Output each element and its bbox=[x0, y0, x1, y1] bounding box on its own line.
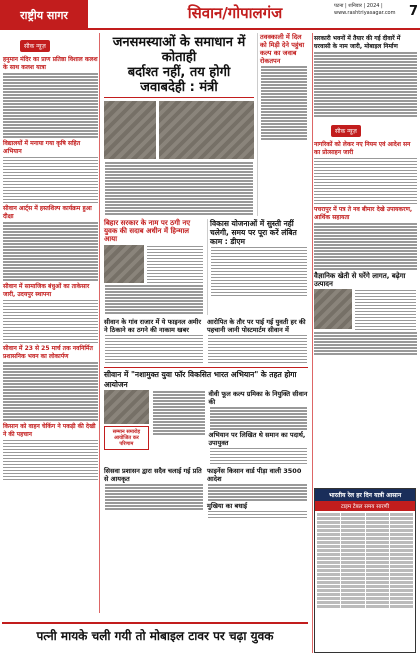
newspaper-brand: राष्ट्रीय सागर bbox=[0, 0, 88, 30]
story-headline[interactable]: सिसवा प्रशासन द्वारा सदैव चलाई गई प्रति से आयकृत bbox=[104, 467, 202, 483]
railway-advertisement[interactable] bbox=[314, 488, 416, 653]
bottom-story bbox=[2, 622, 308, 654]
left-story-headline[interactable]: सीवान आर्ट्स में हस्तशिल्प कार्यक्रम हुआ दीक्षा bbox=[3, 205, 92, 220]
story-body-text bbox=[3, 222, 98, 281]
section-label: सीक न्यूज़ bbox=[331, 125, 361, 137]
lead-headline-line-1: जनसमस्याओं के समाधान में कोताही bbox=[112, 35, 246, 65]
story-body bbox=[210, 448, 308, 465]
story-photo bbox=[104, 390, 149, 424]
story-headline-cyber-fraud[interactable]: बिहार सरकार के नाम पर ठगी नए युवक की सदाब अधीन में हिन्माल आया bbox=[104, 218, 191, 243]
story-headline[interactable]: आरोपित के तौर पर पाई गई युवती हर की पहचानी जानी पोस्टमार्टम सीवान में bbox=[207, 317, 306, 334]
left-story-headline[interactable]: विद्यालयों में मनाया गया कृषि सहित अभियान bbox=[3, 139, 81, 155]
left-column bbox=[2, 33, 100, 613]
story-headline[interactable]: वीवी फूल कल्प ग्रमिका के नियुक्ति सीवान की bbox=[208, 390, 308, 406]
story-headline[interactable]: मुखिया का बधाई bbox=[207, 501, 248, 510]
story-body bbox=[105, 285, 203, 314]
story-body bbox=[314, 223, 417, 270]
masthead-meta: पटना | शनिवार | 2024 | www.rashtriyasagar.com bbox=[334, 3, 396, 16]
right-story-headline[interactable]: नागरिकों को लेकर नए नियम एवं आदेश सन का प्रोत्साहन जारी bbox=[314, 140, 411, 156]
lead-photo-minister bbox=[104, 101, 156, 159]
left-story-headline[interactable]: किसान को वाहन चेकिंग ने पकड़ी की देखी ने की पहचान bbox=[3, 422, 96, 438]
story-body bbox=[208, 511, 307, 519]
lead-photo-meeting bbox=[159, 101, 254, 159]
story-headline-dm-review[interactable]: विकास योजनाओं में सुस्ती नहीं चलेगी, समय पर पूरा करें लंबित काम : डीएम bbox=[210, 218, 297, 246]
ad-timetable bbox=[315, 511, 415, 610]
ad-title: भारतीय रेल हर दिन यात्री आसान bbox=[315, 489, 415, 501]
section-label: सीक न्यूज़ bbox=[20, 40, 50, 52]
edition-title: सिवान/गोपालगंज bbox=[187, 4, 283, 22]
left-story-headline[interactable]: सीवान में 23 से 25 मार्च तक नवनिर्मित प्रशासनिक भवन का लोकार्पण bbox=[3, 345, 93, 360]
story-body bbox=[208, 484, 307, 501]
center-section bbox=[104, 33, 308, 653]
page-number: 7 bbox=[408, 4, 418, 19]
story-body bbox=[314, 52, 417, 117]
lead-headline-line-2: बर्दाश्त नहीं, तय होगी जवाबदेही : मंत्री bbox=[127, 65, 231, 95]
story-body bbox=[147, 246, 203, 284]
story-body bbox=[105, 335, 203, 364]
lead-story-body bbox=[105, 162, 253, 215]
story-body bbox=[314, 332, 417, 355]
bottom-headline[interactable]: पत्नी मायके चली गयी तो मोबाइल टावर पर चढ़ा युवक bbox=[36, 629, 274, 643]
story-body-text bbox=[3, 157, 98, 204]
feature-box: सम्मान समारोह आयोजित कर परिणाम bbox=[104, 426, 149, 450]
story-body bbox=[355, 290, 416, 331]
story-photo bbox=[104, 245, 144, 283]
ad-subtitle: टाइम टेबल समय सारणी bbox=[315, 501, 415, 511]
right-story-headline[interactable]: पचरापुर में पत्र ते नव बीमार देखे उपायकरण, आर्थिक सहायता bbox=[314, 206, 413, 221]
story-headline-nasha-mukt[interactable]: सीवान में "नशामुक्त युवा फॉर विकसित भारत अभियान" के तहत होगा आयोजन bbox=[104, 367, 308, 390]
story-body bbox=[211, 247, 307, 297]
story-body bbox=[210, 407, 308, 430]
right-top-headline[interactable]: सरकारी भवनों में तैयार की गई दीवारें में घरवासी के नाम जारी, मोबाइल निर्माण bbox=[314, 35, 401, 50]
story-body-text bbox=[3, 73, 98, 138]
story-body-text bbox=[3, 440, 98, 481]
story-body bbox=[105, 484, 203, 510]
left-story-headline[interactable]: हनुमान मंदिर का प्राण प्रतिष्ठा विशाल कलश के साथ कलश यात्रा bbox=[3, 56, 98, 71]
story-headline[interactable]: अभियान पर लिखित थे समान का पदार्थ, उपायुक्त bbox=[208, 430, 306, 447]
story-photo bbox=[314, 289, 352, 329]
lead-headline[interactable] bbox=[104, 33, 254, 98]
story-body bbox=[314, 158, 417, 205]
story-headline[interactable]: फाइनेंस किसान वार्ड पीड़ा वाली 3500 आदेश bbox=[207, 467, 302, 483]
story-body bbox=[153, 391, 205, 464]
story-body bbox=[208, 335, 307, 364]
story-body-text bbox=[3, 362, 98, 421]
masthead bbox=[0, 0, 420, 30]
story-headline[interactable]: सीवान के गांव राजार में ये फाइनल अमीर ने ठिकाने का ठगने की नाकाम खबर bbox=[104, 317, 202, 334]
left-story-headline[interactable]: सीवान में सामाजिक बंधुओं का ताकेसार जारी, उदयपुर स्थापना bbox=[3, 282, 90, 298]
side-story-body bbox=[261, 66, 307, 140]
side-story-headline[interactable]: तवक्काली में दिल को मिड़ी देने पहुंचा कल्प का जवाब रोकतपन bbox=[260, 33, 305, 65]
right-story-headline[interactable]: वैज्ञानिक खेती से घरेंगे लागत, बढ़ेगा उत्पादन bbox=[314, 271, 406, 288]
story-body-text bbox=[3, 300, 98, 344]
